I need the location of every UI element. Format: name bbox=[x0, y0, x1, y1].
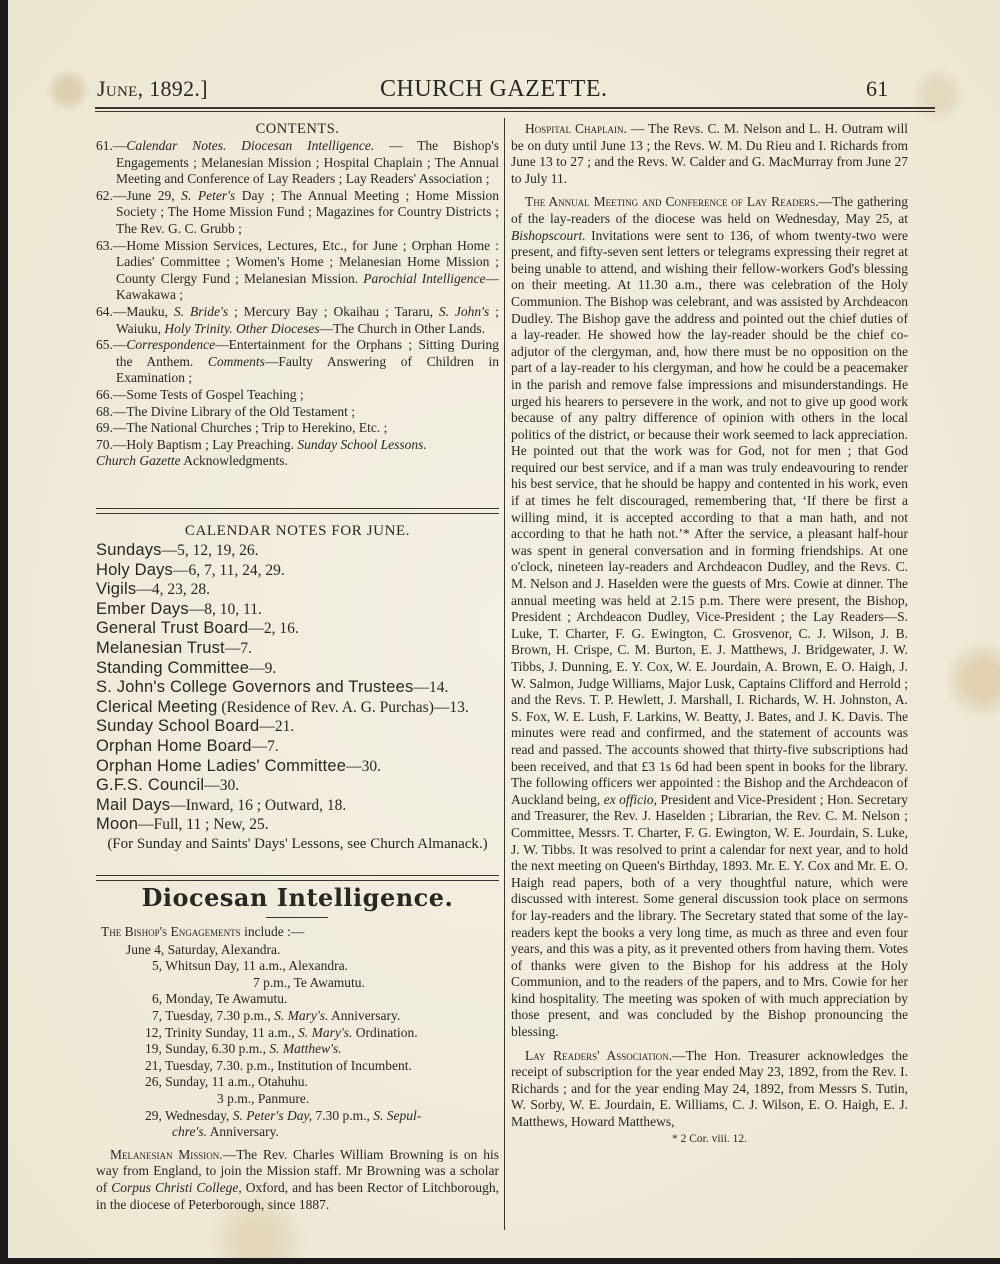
header-rule bbox=[95, 107, 935, 109]
engagement-text: Ordination. bbox=[352, 1024, 418, 1040]
engagement-text: 7 p.m., Te Awamutu. bbox=[253, 974, 365, 990]
annual-body-3: President and Vice-President ; Hon. Secretary and Treasurer, the Rev. J. Haselden ; Librarian, the Rev. C. M. Nelson ; Committee, Messrs. T. Charter, F. G. Ewington, W. E. Jourdain, S. Luke, J. W. Tibbs. It was resolved to print a calendar for next year, and to hold the next meeting on Queen's Birthday, 1893. Mr. E. Y. Cox and Mr. E. O. Haigh read papers, both of a very thoughtful nature, which were discussed with interest. Some general discussion took place on sermons for lay-readers and the library. The Secretary stated that some of the lay-readers kept the books a very long time, as much as three and even four years, and this was a pity, as it prevented others from having them. Votes of thanks were given to the Bishop for his address at the Holy Communion, and to the readers of the papers, and to Mrs. Cowie for her kind hospitality. The meeting was spoken of with much appreciation by those present, and was concluded by the Bishop pronouncing the blessing. bbox=[511, 791, 908, 1040]
contents-page-ref: 61.— bbox=[96, 138, 127, 153]
contents-text: S. Peter's bbox=[181, 187, 236, 203]
right-column bbox=[511, 121, 908, 1147]
contents-text: Holy Trinity. bbox=[164, 320, 233, 336]
header-title: CHURCH GAZETTE. bbox=[380, 76, 608, 102]
contents-text: The Divine Library of the Old Testament ; bbox=[126, 403, 355, 419]
calendar-label: Vigils bbox=[96, 580, 137, 599]
engagement-row bbox=[96, 1074, 499, 1091]
contents-page-ref: 63.— bbox=[96, 237, 127, 253]
page-number: 61 bbox=[866, 76, 889, 101]
engagement-text: chre's. bbox=[172, 1124, 208, 1140]
engagement-text: 6, Monday, Te Awamutu. bbox=[152, 991, 288, 1007]
melanesian-paragraph bbox=[96, 1147, 499, 1213]
calendar-row bbox=[96, 619, 499, 639]
calendar-label: Mail Days bbox=[96, 795, 171, 814]
contents-text: Home Mission Services, Lectures, Etc., for June ; Orphan Home : Ladies' Committee ; Women's Home ; Melanesian Home Mission ; County Clergy Fund ; Melanesian Mission. bbox=[116, 237, 499, 286]
engagement-text: 12, Trinity Sunday, 11 a.m., bbox=[145, 1024, 299, 1040]
engagement-row bbox=[96, 942, 499, 959]
contents-trailer bbox=[96, 453, 499, 470]
engagement-row bbox=[96, 1108, 499, 1125]
engagement-row bbox=[96, 991, 499, 1008]
contents-text: The National Churches ; Trip to Herekino, Etc. ; bbox=[126, 420, 388, 436]
contents-list bbox=[96, 138, 499, 470]
calendar-label: Ember Days bbox=[96, 599, 189, 618]
calendar-value: —Full, 11 ; New, 25. bbox=[138, 816, 269, 834]
contents-page-ref: 65.— bbox=[96, 337, 127, 353]
calendar-label: Sundays bbox=[96, 541, 162, 559]
annual-body-2: Invitations were sent to 136, of whom twenty-two were present, and fifty-seven sent letters or telegrams expressing their regret at being unable to attend, and wishing their fellow-workers God's blessing on their meeting. At 11.30 a.m., there was celebration of the Holy Communion. The Bishop was celebrant, and was assisted by Archdeacon Dudley. The Bishop gave the address and pointed out the chief duties of a lay-reader. He showed how the lay-reader should be the chief co-adjutor of the clergyman, and, how there must be no opposition on the part of a lay-reader to his clergyman, and how he could be a peacemaker in the parish and remove false impressions and misunderstandings. He urged his hearers to persevere in the work, and not to give up good work because of any paltry difference of opinion with others in the local politics of the district, or because their work seemed to lack appreciation. He pointed out that the work was for God, not for men ; that God required our best service, and if a man was truly endeavouring to render his best service, that he should be happy and contented in his work, even if at times he felt discouraged, remembering that, ‘If there be first a willing mind, it is accepted according to that a man hath, and not according to that he hath not.’* After the service, a pleasant half-hour was spent in general conversation and in forming friendships. At one o'clock, nineteen lay-readers and Archdeacon Dudley, and the Revs. C. M. Nelson and J. Haselden were the guests of Mrs. Cowie at dinner. The annual meeting was held at 2.15 p.m. There were present, the Bishop, President ; Archdeacon Dudley, Vice-President ; the Lay Readers—S. Luke, T. Charter, F. G. Ewington, C. Grosvenor, C. J. Wilson, J. B. Brown, H. Crispe, C. M. Burton, E. J. Matthews, J. Bridgewater, J. W. Tibbs, J. Dunning, E. Y. Cox, W. E. Jourdain, A. Brown, E. O. Haigh, J. W. Salmon, Judge Williams, Major Lusk, Captains Clifford and Herrold ; and the Revs. T. P. Hewlett, J. Marshall, I. Richards, W. H. Johnston, A. S. Fox, W. E. Lush, F. Larkins, W. Beatty, J. Bates, and J. K. Davis. The minutes were read and confirmed, and the statement of accounts was read and passed. The accounts showed that thirty-five subscriptions had been received, and that £3 1s 6d had been spent in books for the library. The following officers wer appointed : the Bishop and the Archdeacon of Auckland being, bbox=[511, 227, 908, 807]
trailer-rest: Acknowledgments. bbox=[180, 453, 288, 469]
contents-item bbox=[96, 188, 499, 238]
contents-text: Day ; The Annual Meeting ; Home Mission Society ; The Home Mission Fund ; Magazines for Country Districts ; The Rev. G. C. Grubb ; bbox=[116, 187, 499, 236]
header-year: , 1892.] bbox=[137, 76, 208, 101]
contents-text: Holy Baptism ; Lay Preaching. bbox=[126, 436, 298, 452]
engagement-text: 5, Whitsun Day, 11 a.m., Alexandra. bbox=[152, 958, 348, 974]
engagements-heading bbox=[96, 924, 499, 941]
contents-item bbox=[96, 437, 499, 454]
calendar-note: (For Sunday and Saints' Days' Lessons, see Church Almanack.) bbox=[107, 835, 488, 852]
annual-italic-1: Bishopscourt. bbox=[511, 227, 586, 243]
contents-text: S. Bride's bbox=[173, 303, 229, 319]
calendar-row bbox=[96, 776, 499, 796]
calendar-list bbox=[96, 541, 499, 854]
calendar-value: (Residence of Rev. A. G. Purchas)—13. bbox=[217, 698, 469, 716]
calendar-value: —2, 16. bbox=[248, 620, 299, 638]
engagement-text: 19, Sunday, 6.30 p.m., bbox=[145, 1041, 270, 1057]
calendar-value: —14. bbox=[413, 679, 449, 697]
engagements-head-sc: The Bishop's Engagements bbox=[101, 924, 241, 939]
contents-text: —Entertainment for the Orphans ; Sitting During the Anthem. bbox=[116, 337, 499, 369]
engagement-text: S. Peter's Day, bbox=[232, 1107, 313, 1123]
calendar-row bbox=[96, 639, 499, 659]
contents-page-ref: 68.— bbox=[96, 403, 127, 419]
contents-page-ref: 64.— bbox=[96, 303, 127, 319]
calendar-row bbox=[96, 600, 499, 620]
association-paragraph bbox=[511, 1048, 908, 1131]
contents-item bbox=[96, 404, 499, 421]
engagements-head-rest: include :— bbox=[240, 924, 305, 939]
engagement-text: S. Sepul- bbox=[373, 1107, 422, 1123]
calendar-label: G.F.S. Council bbox=[96, 776, 205, 795]
engagement-row bbox=[96, 1025, 499, 1042]
engagement-row bbox=[96, 1008, 499, 1025]
calendar-row bbox=[96, 541, 499, 561]
engagement-text: Anniversary. bbox=[207, 1124, 279, 1140]
engagement-row bbox=[96, 975, 499, 992]
calendar-value: —7. bbox=[224, 639, 252, 657]
engagement-row bbox=[96, 1091, 499, 1108]
contents-text: —Kawakawa ; bbox=[116, 270, 499, 303]
contents-text: S. John's bbox=[438, 303, 490, 319]
hospital-body: — The Revs. C. M. Nelson and L. H. Outram will be on duty until June 13 ; the Revs. W. M. Du Rieu and I. Richards from June 13 to 27 ; and the Revs. W. Calder and G. MacMurray from June 27 to July 11. bbox=[511, 121, 908, 186]
annual-italic-2: ex officio, bbox=[603, 791, 658, 807]
calendar-row bbox=[96, 561, 499, 581]
calendar-title: CALENDAR NOTES FOR JUNE. bbox=[184, 523, 411, 539]
trailer-italic: Church Gazette bbox=[96, 453, 181, 469]
calendar-label: Orphan Home Ladies' Committee bbox=[96, 756, 347, 775]
engagement-text: June 4, Saturday, Alexandra. bbox=[126, 941, 281, 957]
contents-item bbox=[96, 304, 499, 337]
calendar-row bbox=[96, 737, 499, 757]
contents-text: Mauku, bbox=[126, 303, 174, 319]
contents-item bbox=[96, 138, 499, 188]
contents-page-ref: 62.— bbox=[96, 187, 127, 203]
contents-text: — The Bishop's Engagements ; Melanesian Mission ; Hospital Chaplain ; The Annual Meeting and Conference of Lay Readers ; Lay Readers' Association ; bbox=[116, 138, 499, 187]
engagement-text: Anniversary. bbox=[328, 1007, 401, 1023]
engagement-text: 7.30 p.m., bbox=[312, 1107, 374, 1123]
annual-head: The Annual Meeting and Conference of Lay Readers. bbox=[525, 194, 819, 210]
calendar-label: Clerical Meeting bbox=[96, 697, 218, 716]
contents-item bbox=[96, 337, 499, 387]
contents-text: Some Tests of Gospel Teaching ; bbox=[126, 386, 304, 402]
engagement-text: 3 p.m., Panmure. bbox=[217, 1090, 310, 1106]
engagement-text: 7, Tuesday, 7.30 p.m., bbox=[152, 1007, 275, 1023]
calendar-value: —4, 23, 28. bbox=[136, 581, 210, 599]
calendar-value: —30. bbox=[346, 757, 382, 775]
hospital-head: Hospital Chaplain. bbox=[525, 121, 627, 136]
contents-text: Comments bbox=[207, 353, 265, 369]
calendar-value: —5, 12, 19, 26. bbox=[161, 542, 259, 559]
column-divider bbox=[504, 118, 505, 1230]
calendar-value: —7. bbox=[251, 737, 279, 755]
melanesian-body: —The Rev. Charles William Browning is on his way from England, to join the Mission staff. Mr Browning was a scholar of bbox=[96, 1146, 499, 1195]
engagement-text: S. Mary's. bbox=[298, 1024, 353, 1040]
calendar-value: —Inward, 16 ; Outward, 18. bbox=[170, 796, 347, 814]
engagement-row bbox=[96, 1041, 499, 1058]
contents-item bbox=[96, 420, 499, 437]
calendar-value: —6, 7, 11, 24, 29. bbox=[173, 561, 285, 579]
calendar-label: Melanesian Trust bbox=[96, 638, 225, 657]
contents-text: Other Dioceses bbox=[236, 320, 320, 336]
header-date bbox=[97, 76, 208, 102]
calendar-row bbox=[96, 580, 499, 600]
gazette-page bbox=[8, 0, 1000, 1258]
contents-text: Diocesan Intelligence. bbox=[241, 138, 375, 153]
calendar-row bbox=[96, 717, 499, 737]
calendar-row bbox=[96, 698, 499, 718]
engagements-section bbox=[96, 924, 499, 1213]
contents-page-ref: 69.— bbox=[96, 420, 127, 436]
contents-page-ref: 66.— bbox=[96, 386, 127, 402]
melanesian-italic: Corpus Christi College bbox=[111, 1179, 239, 1195]
engagement-row bbox=[96, 1124, 499, 1141]
contents-text: ; Mercury Bay ; Okaihau ; Tararu, bbox=[228, 303, 439, 319]
contents-text: —The Church in Other Lands. bbox=[319, 320, 485, 336]
engagement-text: S. Matthew's. bbox=[269, 1041, 342, 1057]
contents-text: Parochial Intelligence bbox=[363, 270, 486, 286]
contents-text: Calendar Notes. bbox=[126, 138, 227, 153]
calendar-value: —9. bbox=[249, 659, 277, 677]
association-body: —The Hon. Treasurer acknowledges the receipt of subscription for the year ended May 23, 1892, from the Rev. I. Richards ; and for the year ending May 24, 1892, from Messrs S. Tutin, W. Sorby, W. E. Jourdain, E. Williams, C. J. Wilson, E. O. Haigh, E. J. Matthews, Howard Matthews, bbox=[511, 1047, 908, 1130]
calendar-row bbox=[96, 678, 499, 698]
contents-text: Sunday School Lessons. bbox=[297, 436, 427, 452]
calendar-row bbox=[96, 757, 499, 777]
melanesian-head: Melanesian Mission. bbox=[110, 1146, 223, 1162]
engagement-row bbox=[96, 1058, 499, 1075]
contents-item bbox=[96, 238, 499, 304]
contents-page-ref: 70.— bbox=[96, 436, 127, 452]
footnote: * 2 Cor. viii. 12. bbox=[671, 1132, 748, 1145]
melanesian-body-end: , Oxford, and has been Rector of Litchborough, in the diocese of Peterborough, since 1887. bbox=[96, 1179, 499, 1212]
section-divider bbox=[96, 508, 499, 514]
calendar-row bbox=[96, 659, 499, 679]
hospital-paragraph bbox=[511, 121, 908, 187]
engagement-row bbox=[96, 958, 499, 975]
header-month: June bbox=[97, 76, 138, 101]
calendar-label: Sunday School Board bbox=[96, 717, 260, 736]
engagement-text: 26, Sunday, 11 a.m., Otahuhu. bbox=[145, 1074, 308, 1090]
engagement-text: 21, Tuesday, 7.30. p.m., Institution of Incumbent. bbox=[145, 1057, 412, 1073]
calendar-value: —21. bbox=[259, 718, 295, 736]
calendar-label: General Trust Board bbox=[96, 619, 249, 638]
calendar-value: —8, 10, 11. bbox=[188, 600, 262, 618]
contents-text bbox=[226, 138, 241, 153]
contents-item bbox=[96, 387, 499, 404]
engagement-text: S. Mary's. bbox=[274, 1007, 329, 1023]
contents-title: CONTENTS. bbox=[255, 121, 340, 137]
annual-body-1: —The gathering of the lay-readers of the diocese was held on Wednesday, May 25, at bbox=[511, 194, 908, 226]
annual-meeting-paragraph bbox=[511, 194, 908, 1040]
engagement-text: 29, Wednesday, bbox=[145, 1107, 233, 1123]
calendar-label: Moon bbox=[96, 815, 139, 834]
section-divider bbox=[96, 875, 499, 881]
calendar-label: S. John's College Governors and Trustees bbox=[96, 678, 414, 697]
header-rule-thin bbox=[95, 111, 935, 112]
calendar-label: Standing Committee bbox=[96, 658, 250, 677]
calendar-value: —30. bbox=[204, 777, 240, 795]
title-underline bbox=[266, 917, 328, 918]
contents-text: ; Waiuku, bbox=[116, 303, 499, 336]
calendar-label: Orphan Home Board bbox=[96, 736, 252, 755]
contents-text: Correspondence bbox=[126, 337, 216, 353]
calendar-row bbox=[96, 815, 499, 835]
calendar-label: Holy Days bbox=[96, 560, 173, 579]
contents-text: —Faulty Answering of Children in Examination ; bbox=[116, 353, 499, 386]
calendar-row bbox=[96, 796, 499, 816]
diocesan-title: Diocesan Intelligence. bbox=[141, 883, 454, 912]
association-head: Lay Readers' Association. bbox=[525, 1047, 673, 1063]
contents-text: June 29, bbox=[126, 187, 182, 203]
